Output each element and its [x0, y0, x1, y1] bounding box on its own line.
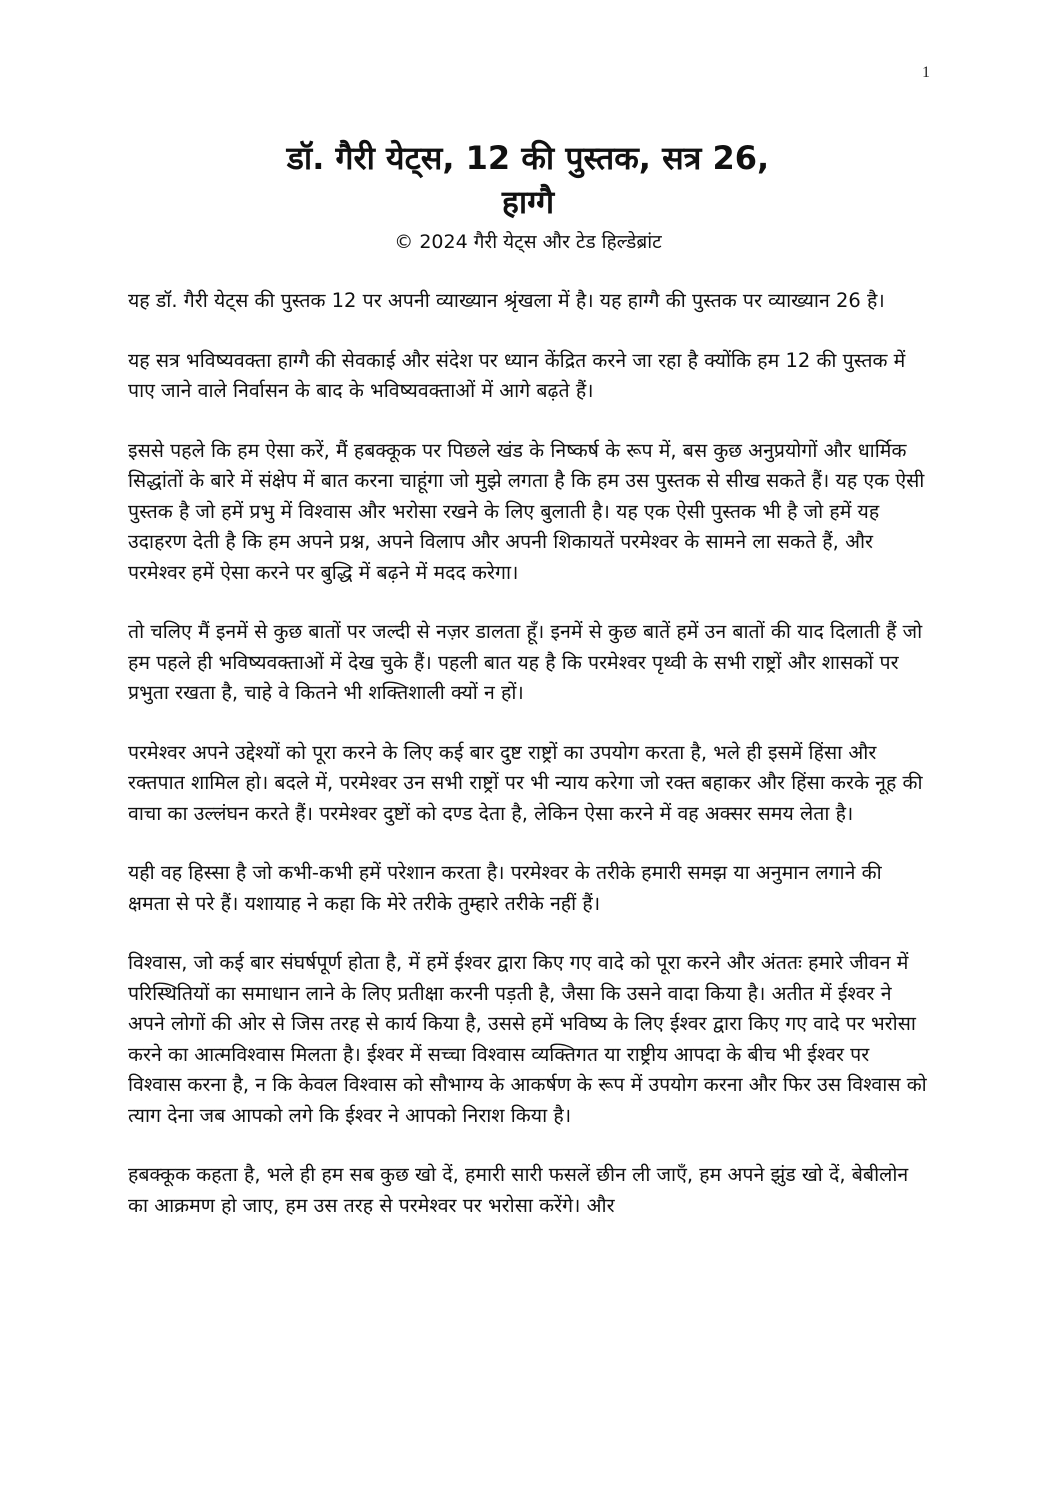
paragraph-4: तो चलिए मैं इनमें से कुछ बातों पर जल्दी से नज़र डालता हूँ। इनमें से कुछ बातें हमें उन बातों की याद दिलाती हैं जो हम पहले ही भविष्यवक्ताओं में देख चुके हैं। पहली बात यह है कि परमेश्वर पृथ्वी के सभी राष्ट्रों और शासकों पर प्रभुता रखता है, चाहे वे कितने भी शक्तिशाली क्यों न हों।	[128, 620, 923, 704]
paragraph-2: यह सत्र भविष्यवक्ता हाग्गै की सेवकाई और संदेश पर ध्यान केंद्रित करने जा रहा है क्योंकि हम 12 की पुस्तक में पाए जाने वाले निर्वासन के बाद के भविष्यवक्ताओं में आगे बढ़ते हैं।	[128, 348, 906, 402]
copyright-line: © 2024 गैरी येट्स और टेड हिल्डेब्रांट	[394, 231, 662, 253]
page-number: 1	[922, 64, 930, 81]
body-text	[128, 286, 928, 1221]
document-title	[128, 136, 928, 224]
title-block	[128, 0, 928, 256]
title-line-1: डॉ. गैरी येट्स, 12 की पुस्तक, सत्र 26,	[286, 139, 770, 177]
paragraph-3: इससे पहले कि हम ऐसा करें, मैं हबक्कूक पर पिछले खंड के निष्कर्ष के रूप में, बस कुछ अनुप्रयोगों और धार्मिक सिद्धांतों के बारे में संक्षेप में बात करना चाहूंगा जो मुझे लगता है कि हम उस पुस्तक से सीख सकते हैं। यह एक ऐसी पुस्तक है जो हमें प्रभु में विश्वास और भरोसा रखने के लिए बुलाती है। यह एक ऐसी पुस्तक भी है जो हमें यह उदाहरण देती है कि हम अपने प्रश्न, अपने विलाप और अपनी शिकायतें परमेश्वर के सामने ला सकते हैं, और परमेश्वर हमें ऐसा करने पर बुद्धि में बढ़ने में मदद करेगा।	[128, 438, 925, 584]
paragraph-7: विश्वास, जो कई बार संघर्षपूर्ण होता है, में हमें ईश्वर द्वारा किए गए वादे को पूरा करने और अंततः हमारे जीवन में परिस्थितियों का समाधान लाने के लिए प्रतीक्षा करनी पड़ती है, जैसा कि उसने वादा किया है। अतीत में ईश्वर ने अपने लोगों की ओर से जिस तरह से कार्य किया है, उससे हमें भविष्य के लिए ईश्वर द्वारा किए गए वादे पर भरोसा करने का आत्मविश्वास मिलता है। ईश्वर में सच्चा विश्वास व्यक्तिगत या राष्ट्रीय आपदा के बीच भी ईश्वर पर विश्वास करना है, न कि केवल विश्वास को सौभाग्य के आकर्षण के रूप में उपयोग करना और फिर उस विश्वास को त्याग देना जब आपको लगे कि ईश्वर ने आपको निराश किया है।	[128, 951, 927, 1127]
paragraph-6: यही वह हिस्सा है जो कभी-कभी हमें परेशान करता है। परमेश्वर के तरीके हमारी समझ या अनुमान लगाने की क्षमता से परे हैं। यशायाह ने कहा कि मेरे तरीके तुम्हारे तरीके नहीं हैं।	[128, 861, 882, 915]
paragraph-1: यह डॉ. गैरी येट्स की पुस्तक 12 पर अपनी व्याख्यान श्रृंखला में है। यह हाग्गै की पुस्तक पर व्याख्यान 26 है।	[128, 289, 885, 312]
paragraph-5: परमेश्वर अपने उद्देश्यों को पूरा करने के लिए कई बार दुष्ट राष्ट्रों का उपयोग करता है, भले ही इसमें हिंसा और रक्तपात शामिल हो। बदले में, परमेश्वर उन सभी राष्ट्रों पर भी न्याय करेगा जो रक्त बहाकर और हिंसा करके नूह की वाचा का उल्लंघन करते हैं। परमेश्वर दुष्टों को दण्ड देता है, लेकिन ऐसा करने में वह अक्सर समय लेता है।	[128, 740, 923, 825]
title-line-2: हाग्गै	[501, 183, 555, 221]
paragraph-8: हबक्कूक कहता है, भले ही हम सब कुछ खो दें, हमारी सारी फसलें छीन ली जाएँ, हम अपने झुंड खो दें, बेबीलोन का आक्रमण हो जाए, हम उस तरह से परमेश्वर पर भरोसा करेंगे। और	[128, 1163, 909, 1217]
